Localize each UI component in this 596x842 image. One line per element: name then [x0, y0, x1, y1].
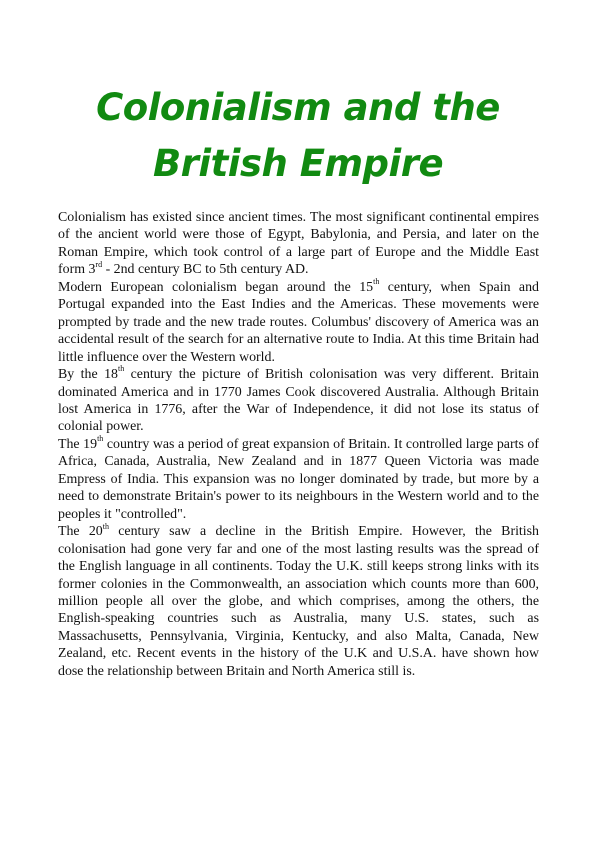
title-line-2: British Empire: [152, 142, 444, 185]
paragraph-19th-century: [58, 436, 539, 523]
paragraph-text: Modern European colonialism began around the 15: [58, 279, 374, 295]
paragraph-text: By the 18: [58, 367, 118, 383]
ordinal-suffix: th: [117, 364, 125, 374]
document-title: [0, 80, 596, 192]
paragraph-ancient: [58, 209, 539, 279]
paragraph-20th-century: [58, 523, 539, 680]
paragraph-text: century the picture of British colonisation was very different. Britain dominated America and in 1770 James Cook discovered Australia. Although Britain lost America in 1776, after the War of Independence, it did not lose its status of colonial power.: [58, 367, 539, 435]
paragraph-18th-century: [58, 366, 539, 436]
paragraph-text: The 19: [58, 436, 98, 452]
paragraph-modern: [58, 279, 539, 366]
paragraph-text: country was a period of great expansion of Britain. It controlled large parts of Africa, Canada, Australia, New Zealand and in 1877 Queen Victoria was made Empress of India. This expansion was no longer dominated by trade, but more by a need to demonstrate Britain's power to its neighbours in the Western world and to the peoples it "controlled".: [58, 436, 539, 522]
ordinal-suffix: th: [373, 277, 380, 287]
paragraph-text: The 20: [58, 524, 103, 540]
body-text: [58, 209, 539, 680]
ordinal-suffix: th: [102, 521, 109, 531]
ordinal-suffix: rd: [95, 259, 103, 269]
title-line-1: Colonialism and the: [96, 86, 500, 129]
paragraph-text: century, when Spain and Portugal expanded into the East Indies and the Americas. These movements were prompted by trade and the new trade routes. Columbus' discovery of America was an accidental result of the search for an alternative route to India. At this time Britain had little influence over the Western world.: [58, 279, 539, 365]
paragraph-text: century saw a decline in the British Empire. However, the British colonisation had gone very far and one of the most lasting results was the spread of the English language in all continents. Today the U.K. still keeps strong links with its former colonies in the Commonwealth, an association which counts more than 600, million people all over the globe, and which comprises, among the others, the English-speaking countries such as Australia, many U.S. states, such as Massachusetts, Pennsylvania, Virginia, Kentucky, and also Malta, Canada, New Zealand, etc. Recent events in the history of the U.K and U.S.A. have shown how dose the relationship between Britain and North America still is.: [58, 524, 539, 679]
paragraph-text: Colonialism has existed since ancient times. The most significant continental empires of the ancient world were those of Egypt, Babylonia, and Persia, and later on the Roman Empire, which took control of a large part of Europe and the Middle East form 3: [58, 210, 539, 278]
paragraph-text: - 2nd century BC to 5th century AD.: [102, 262, 309, 278]
ordinal-suffix: th: [97, 434, 104, 444]
